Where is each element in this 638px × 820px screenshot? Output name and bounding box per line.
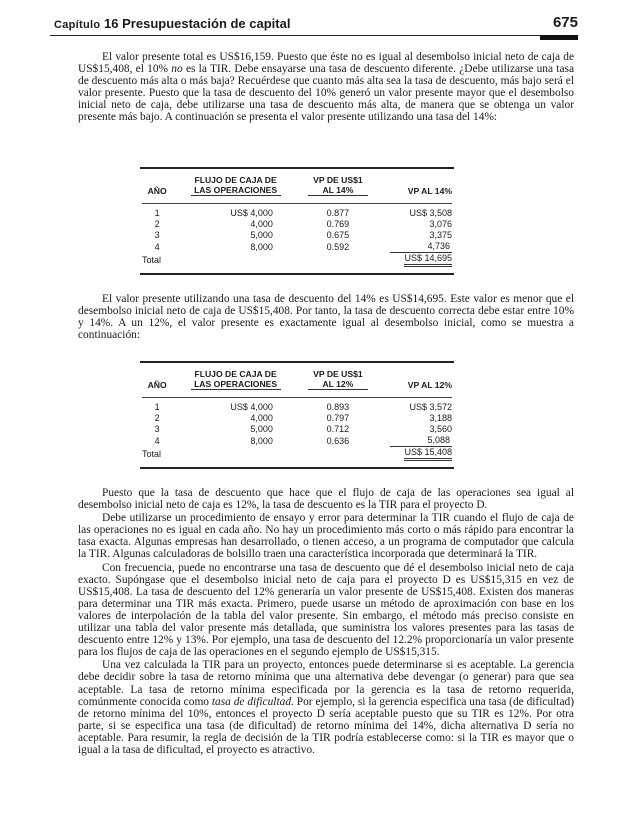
chapter-number: 16 <box>104 16 119 31</box>
cell-factor: 0.592 <box>326 241 350 252</box>
table-row <box>140 435 454 447</box>
cell-factor: 0.877 <box>326 208 350 218</box>
cell-year: 4 <box>154 241 160 252</box>
cell-factor: 0.769 <box>326 219 350 229</box>
col-flow-header: FLUJO DE CAJA DE LAS OPERACIONES <box>174 168 297 199</box>
cell-factor: 0.712 <box>326 424 350 434</box>
col-factor-header: VP DE US$1 AL 12% <box>297 362 379 393</box>
paragraph-2: El valor presente utilizando una tasa de descuento del 14% es US$14,695. Este valor es menor que el desembolso inicial neto de caja de US$15,408. Por tanto, la tasa de descuento correcta debe estar entre 10% y 14%. A un 12%, el valor presente es exactamente igual al desembolso inicial, como se muestra a continuación: <box>78 293 574 342</box>
col-pv-header: VP AL 12% <box>407 380 452 390</box>
paragraph-1-text-a: El valor presente total es US$16,159. Puesto que éste no es igual al desembolso inicial neto de caja de US$15,408, el 10% <box>78 51 574 76</box>
paragraph-1-text-b: es la TIR. Debe ensayarse una tasa de descuento diferente. ¿Debe utilizarse una tasa de descuento más alta o más baja? Recuérdese que cuanto más alta sea la tasa de descuento, más bajo será el valor presente. Puesto que la tasa de descuento del 10% generó un valor presente mayor que el desembolso inicial neto de caja, debe utilizarse una tasa de descuento más alta, de manera que se obtenga un valor presente más bajo. A continuación se presenta el valor presente utilizando una tasa del 14%: <box>78 63 574 124</box>
cell-year: 3 <box>154 424 160 434</box>
paragraph-6-emphasis: tasa de dificultad <box>211 695 292 708</box>
chapter-label: Capítulo <box>54 19 101 31</box>
total-value: US$ 15,408 <box>404 447 452 461</box>
cell-flow: 8,000 <box>250 241 273 252</box>
running-header <box>50 13 578 36</box>
cell-flow: 5,000 <box>250 230 273 240</box>
chapter-title: Presupuestación de capital <box>122 16 291 31</box>
col-flow-header: FLUJO DE CAJA DE LAS OPERACIONES <box>174 362 297 393</box>
table-row <box>140 241 454 253</box>
total-value: US$ 14,695 <box>404 253 452 267</box>
page-number: 675 <box>552 14 578 31</box>
paragraph-1-emphasis: no <box>171 63 183 76</box>
cell-year: 4 <box>154 435 160 446</box>
table-row <box>140 230 454 241</box>
cell-pv: 3,188 <box>429 413 452 423</box>
cell-pv: 5,088 <box>390 435 452 447</box>
col-factor-header: VP DE US$1 AL 14% <box>297 168 379 199</box>
cell-flow: 8,000 <box>250 435 273 446</box>
cell-pv: 4,736 <box>390 241 452 253</box>
cell-year: 1 <box>154 208 160 218</box>
table-14-percent <box>140 167 454 275</box>
paragraph-6-text-b: . Por ejemplo, si la gerencia especifica una tasa (de dificultad) de retorno mínima del 10%, entonces el proyecto D sería aceptable puesto que su TIR es 12%. Por otra parte, si se especifica una tasa (de dificultad) de retorno mínima del 14%, dicha alternativa D sería no aceptable. Para resumir, la regla de decisión de la TIR podría establecerse como: si la TIR es mayor que o igual a la tasa de dificultad, el proyecto es atractivo. <box>78 695 575 756</box>
table-row <box>140 219 454 230</box>
cell-flow: 5,000 <box>250 424 273 434</box>
cell-pv: 3,375 <box>429 230 452 240</box>
total-label: Total <box>142 448 162 459</box>
table-total-row <box>140 447 454 468</box>
cell-factor: 0.675 <box>326 230 350 240</box>
total-label: Total <box>142 254 162 265</box>
cell-factor: 0.893 <box>326 402 350 412</box>
cell-flow: 4,000 <box>250 413 273 423</box>
table-row <box>140 208 454 219</box>
col-pv-header: VP AL 14% <box>407 186 452 196</box>
paragraph-6-text-a: Una vez calculada la TIR para un proyecto, entonces puede determinarse si es aceptable. La gerencia debe decidir sobre la tasa de retorno mínima que una alternativa debe devengar (o generar) para que sea aceptable. La tasa de retorno mínima especificada por la gerencia es la tasa de retorno requerida, comúnmente conocida como <box>78 659 574 708</box>
table-12-percent <box>140 361 454 469</box>
cell-year: 3 <box>154 230 160 240</box>
cell-pv: US$ 3,572 <box>409 402 452 412</box>
table-row <box>140 413 454 424</box>
chapter-heading <box>54 16 290 31</box>
paragraph-4: Debe utilizarse un procedimiento de ensayo y error para determinar la TIR cuando el flujo de caja de las operaciones no es igual en cada año. No hay un procedimiento más corto o más rápido para encontrar la tasa exacta. Algunas empresas han desarrollado, o tienen acceso, a un programa de computador que calcula la TIR. Algunas calculadoras de bolsillo traen una característica incorporada que determinará la TIR. <box>78 512 574 561</box>
cell-flow: 4,000 <box>250 219 273 229</box>
cell-year: 2 <box>154 413 160 423</box>
table-row <box>140 424 454 435</box>
cell-pv: 3,076 <box>429 219 452 229</box>
cell-factor: 0.636 <box>326 435 350 446</box>
thumb-tab <box>540 35 578 40</box>
cell-flow: US$ 4,000 <box>230 208 273 218</box>
col-year-header: AÑO <box>147 380 167 390</box>
cell-year: 1 <box>154 402 160 412</box>
col-year-header: AÑO <box>147 186 167 196</box>
cell-factor: 0.797 <box>326 413 350 423</box>
paragraph-5: Con frecuencia, puede no encontrarse una tasa de descuento que dé el desembolso inicial neto de caja exacto. Supóngase que el desembolso inicial neto de caja para el proyecto D es US$15,315 en vez de US$15,408. La tasa de descuento del 12% generaría un valor presente de US$15,408. Existen dos maneras para determinar una TIR más exacta. Primero, puede usarse un método de aproximación con base en los valores de interpolación de la tabla del valor presente. Sin embargo, el método más preciso consiste en utilizar una tabla del valor presente más detallada, que suministra los valores presentes para las tasas de descuento entre 12% y 13%. Por ejemplo, una tasa de descuento del 12.2% proporcionaría un valor presente para los flujos de caja de las operaciones en el segundo ejemplo de US$15,315. <box>78 561 574 659</box>
paragraph-6 <box>78 659 574 756</box>
table-row <box>140 402 454 413</box>
paragraph-1 <box>78 51 574 124</box>
body-text-block <box>78 487 574 757</box>
cell-pv: 3,560 <box>429 424 452 434</box>
paragraph-3: Puesto que la tasa de descuento que hace que el flujo de caja de las operaciones sea igual al desembolso inicial neto de caja es 12%, la tasa de descuento es la TIR para el proyecto D. <box>78 487 574 512</box>
table-total-row <box>140 253 454 274</box>
cell-year: 2 <box>154 219 160 229</box>
cell-flow: US$ 4,000 <box>230 402 273 412</box>
cell-pv: US$ 3,508 <box>409 208 452 218</box>
